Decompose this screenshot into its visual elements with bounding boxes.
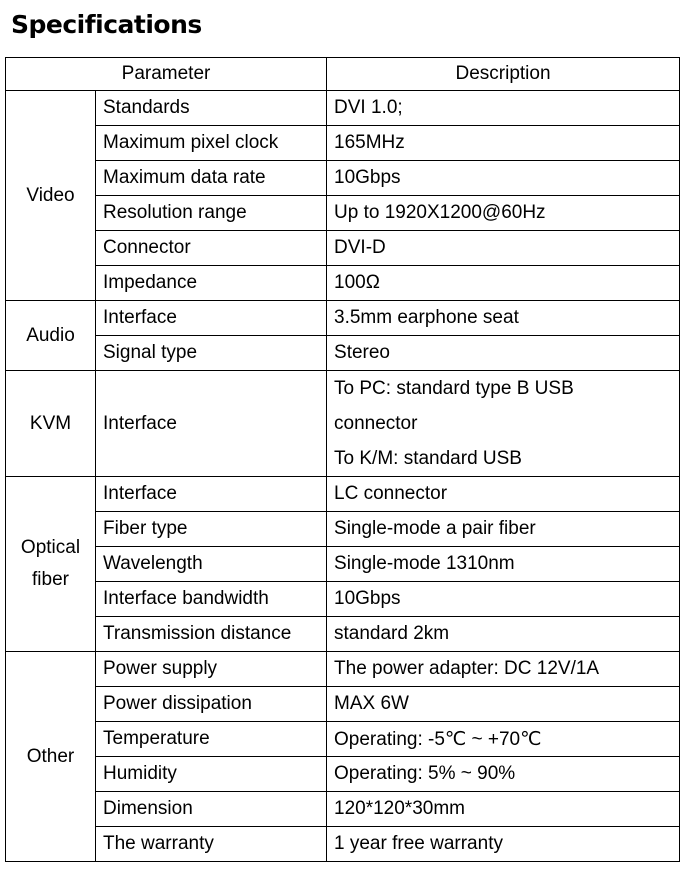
table-row [6, 161, 680, 196]
group-label-kvm: KVM [6, 371, 96, 477]
param-cell: Power dissipation [96, 687, 327, 722]
table-row [6, 196, 680, 231]
param-cell: Temperature [96, 722, 327, 757]
param-cell: Fiber type [96, 512, 327, 547]
table-header-row [6, 58, 680, 91]
table-row [6, 547, 680, 582]
table-row [6, 371, 680, 477]
desc-cell: Single-mode 1310nm [327, 547, 680, 582]
desc-cell: The power adapter: DC 12V/1A [327, 652, 680, 687]
param-cell: Standards [96, 91, 327, 126]
table-row [6, 301, 680, 336]
desc-line: To K/M: standard USB [334, 448, 522, 469]
param-cell: Connector [96, 231, 327, 266]
param-cell: Interface [96, 477, 327, 512]
param-cell: Interface [96, 301, 327, 336]
table-row [6, 477, 680, 512]
table-row [6, 827, 680, 862]
table-row [6, 266, 680, 301]
group-label-optical-fiber [6, 477, 96, 652]
table-row [6, 722, 680, 757]
desc-cell: Single-mode a pair fiber [327, 512, 680, 547]
header-parameter: Parameter [6, 58, 327, 91]
param-cell: Signal type [96, 336, 327, 371]
group-label-video: Video [6, 91, 96, 301]
desc-cell: Stereo [327, 336, 680, 371]
desc-line: To PC: standard type B USB [334, 378, 574, 399]
desc-cell: 100Ω [327, 266, 680, 301]
param-cell: Maximum data rate [96, 161, 327, 196]
param-cell: Impedance [96, 266, 327, 301]
desc-cell: 120*120*30mm [327, 792, 680, 827]
desc-cell: 3.5mm earphone seat [327, 301, 680, 336]
desc-cell: MAX 6W [327, 687, 680, 722]
table-row [6, 617, 680, 652]
param-cell: The warranty [96, 827, 327, 862]
group-label-line: fiber [32, 569, 69, 590]
desc-cell: 165MHz [327, 126, 680, 161]
table-row [6, 757, 680, 792]
desc-cell: DVI-D [327, 231, 680, 266]
desc-cell: Operating: 5% ~ 90% [327, 757, 680, 792]
param-cell: Interface [96, 371, 327, 477]
desc-cell: LC connector [327, 477, 680, 512]
table-row [6, 582, 680, 617]
table-row [6, 126, 680, 161]
header-description: Description [327, 58, 680, 91]
param-cell: Resolution range [96, 196, 327, 231]
desc-cell: 10Gbps [327, 161, 680, 196]
desc-line: connector [334, 413, 418, 434]
group-label-other: Other [6, 652, 96, 862]
page-title: Specifications [11, 10, 202, 39]
table-row [6, 231, 680, 266]
param-cell: Dimension [96, 792, 327, 827]
param-cell: Humidity [96, 757, 327, 792]
table-row [6, 687, 680, 722]
param-cell: Transmission distance [96, 617, 327, 652]
table-row [6, 512, 680, 547]
desc-cell [327, 371, 680, 477]
table-row [6, 652, 680, 687]
param-cell: Maximum pixel clock [96, 126, 327, 161]
desc-cell: 1 year free warranty [327, 827, 680, 862]
desc-cell: Up to 1920X1200@60Hz [327, 196, 680, 231]
param-cell: Power supply [96, 652, 327, 687]
desc-cell: standard 2km [327, 617, 680, 652]
group-label-audio: Audio [6, 301, 96, 371]
desc-cell: Operating: -5℃ ~ +70℃ [327, 722, 680, 757]
desc-cell: DVI 1.0; [327, 91, 680, 126]
table-row [6, 792, 680, 827]
param-cell: Interface bandwidth [96, 582, 327, 617]
table-row [6, 336, 680, 371]
group-label-line: Optical [20, 537, 81, 558]
specifications-table [5, 57, 680, 862]
desc-cell: 10Gbps [327, 582, 680, 617]
table-row [6, 91, 680, 126]
param-cell: Wavelength [96, 547, 327, 582]
